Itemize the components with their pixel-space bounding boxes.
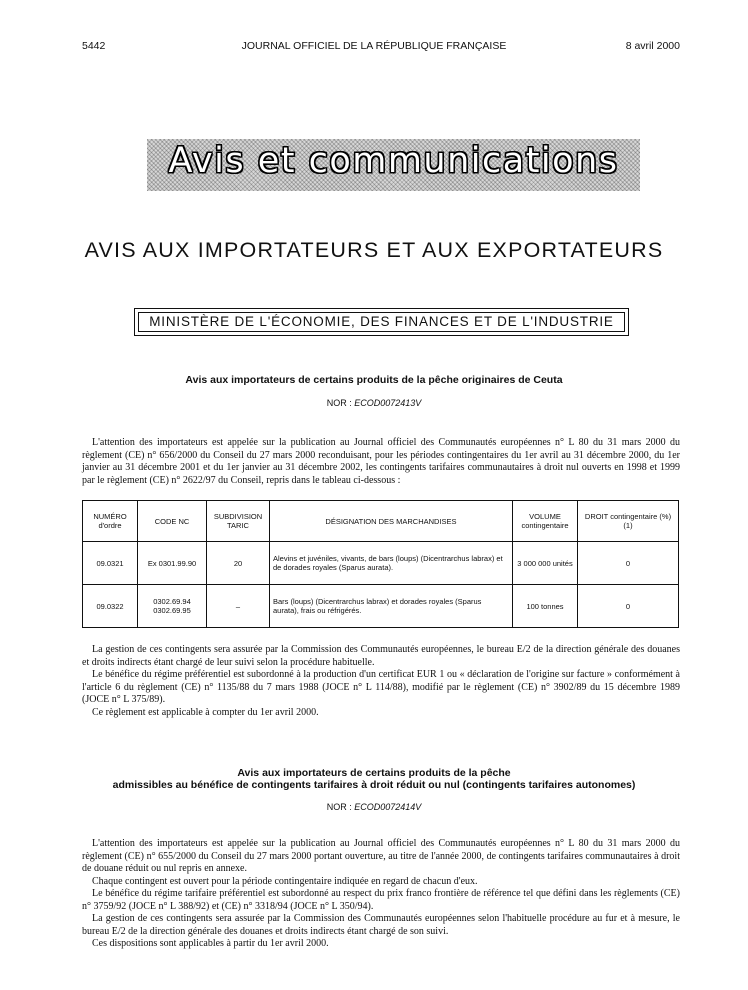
table-row [83,542,679,585]
notice2-title-line2: admissibles au bénéfice de contingents tarifaires à droit réduit ou nul (contingents tarifaires autonomes) [112,779,636,791]
col-code: CODE NC [138,501,207,542]
body-paragraph: Chaque contingent est ouvert pour la période contingentaire indiquée en regard de chacun d'eux. [92,875,478,887]
quota-table [82,500,679,628]
ministry-name: MINISTÈRE DE L'ÉCONOMIE, DES FINANCES ET DE L'INDUSTRIE [149,314,614,329]
notice2-body [82,838,680,951]
col-volume: VOLUME contingentaire [513,501,578,542]
nor-code: ECOD0072414V [354,802,422,812]
notice1-body [82,644,680,719]
cell-taric: 20 [207,542,270,585]
body-paragraph: Ces dispositions sont applicables à partir du 1er avril 2000. [92,938,329,949]
cell-droit: 0 [578,542,679,585]
ministry-box [134,308,629,336]
table-header-row [83,501,679,542]
body-paragraph: Le bénéfice du régime préférentiel est subordonné à la production d'un certificat EUR 1 ou « déclaration de l'origine sur facture » conformément à l'article 6 du règlement (CE) n° 1135/88 du 7 mars 1988 (JOCE n° L 114/88), modifié par le règlement (CE) n° 3902/89 du 15 décembre 1989 (JOCE n° L 375/89). [82,669,680,705]
notice1-title: Avis aux importateurs de certains produits de la pêche originaires de Ceuta [185,374,563,386]
cell-order: 09.0322 [83,585,138,628]
cell-volume: 100 tonnes [513,585,578,628]
notice1-nor [0,398,748,408]
banner-title: Avis et communications [168,141,619,181]
nor-label: NOR : [326,802,352,812]
body-paragraph: Le bénéfice du régime tarifaire préférentiel est subordonné au respect du prix franco frontière de référence tel que défini dans les règlements (CE) n° 3759/92 (JOCE n° L 388/92) et (CE) n° 3318/94 (JOCE n° L 350/94). [82,888,680,912]
body-paragraph: L'attention des importateurs est appelée sur la publication au Journal officiel des Communautés européennes n° L 80 du 31 mars 2000 du règlement (CE) n° 655/2000 du Conseil du 27 mars 2000 portant ouverture, au titre de l'année 2000, de contingents tarifaires communautaires à droit de douane réduit ou nul repris en annexe. [82,838,680,874]
ministry-box-inner-border [138,312,625,332]
cell-order: 09.0321 [83,542,138,585]
intro-paragraph: L'attention des importateurs est appelée sur la publication au Journal officiel des Communautés européennes n° L 80 du 31 mars 2000 du règlement (CE) n° 656/2000 du Conseil du 27 mars 2000 reconduisant, pour les périodes contingentaires du 1er avril au 31 décembre 2000, du 1er janvier au 31 décembre 2001 et du 1er janvier au 31 décembre 2002, les contingents tarifaires communautaires à droit nul ouverts en 1998 et 1999 par le règlement (CE) n° 2622/97 du Conseil, repris dans le tableau ci-dessous : [82,437,680,486]
col-taric: SUBDIVISION TARIC [207,501,270,542]
table-row [83,585,679,628]
page-number: 5442 [82,40,106,52]
section-banner [147,139,640,191]
body-paragraph: La gestion de ces contingents sera assurée par la Commission des Communautés européennes selon l'habituelle procédure au fur et à mesure, le bureau E/2 de la direction générale des douanes et droits indirects étant chargé de son suivi. [82,913,680,937]
nor-code: ECOD0072413V [354,398,422,408]
cell-droit: 0 [578,585,679,628]
col-droit: DROIT contingentaire (%) (1) [578,501,679,542]
cell-volume: 3 000 000 unités [513,542,578,585]
notice2-nor [0,802,748,812]
body-paragraph: La gestion de ces contingents sera assurée par la Commission des Communautés européennes, le bureau E/2 de la direction générale des douanes et droits indirects étant chargé de leur suivi selon la procédure habituelle. [82,644,680,668]
cell-designation: Bars (loups) (Dicentrarchus labrax) et dorades royales (Sparus aurata), frais ou réfrigérés. [270,585,513,628]
nor-label: NOR : [326,398,352,408]
cell-code: Ex 0301.99.90 [138,542,207,585]
cell-taric: – [207,585,270,628]
cell-code: 0302.69.94 0302.69.95 [138,585,207,628]
notice1-intro [82,437,680,487]
cell-designation: Alevins et juvéniles, vivants, de bars (loups) (Dicentrarchus labrax) et de dorades royales (Sparus aurata). [270,542,513,585]
col-order: NUMÉRO d'ordre [83,501,138,542]
issue-date: 8 avril 2000 [625,40,680,52]
main-title: AVIS AUX IMPORTATEURS ET AUX EXPORTATEURS [84,238,664,262]
col-designation: DÉSIGNATION DES MARCHANDISES [270,501,513,542]
notice2-title-line1: Avis aux importateurs de certains produits de la pêche [237,767,511,779]
journal-title: JOURNAL OFFICIEL DE LA RÉPUBLIQUE FRANÇAISE [241,40,507,52]
body-paragraph: Ce règlement est applicable à compter du 1er avril 2000. [92,706,319,718]
